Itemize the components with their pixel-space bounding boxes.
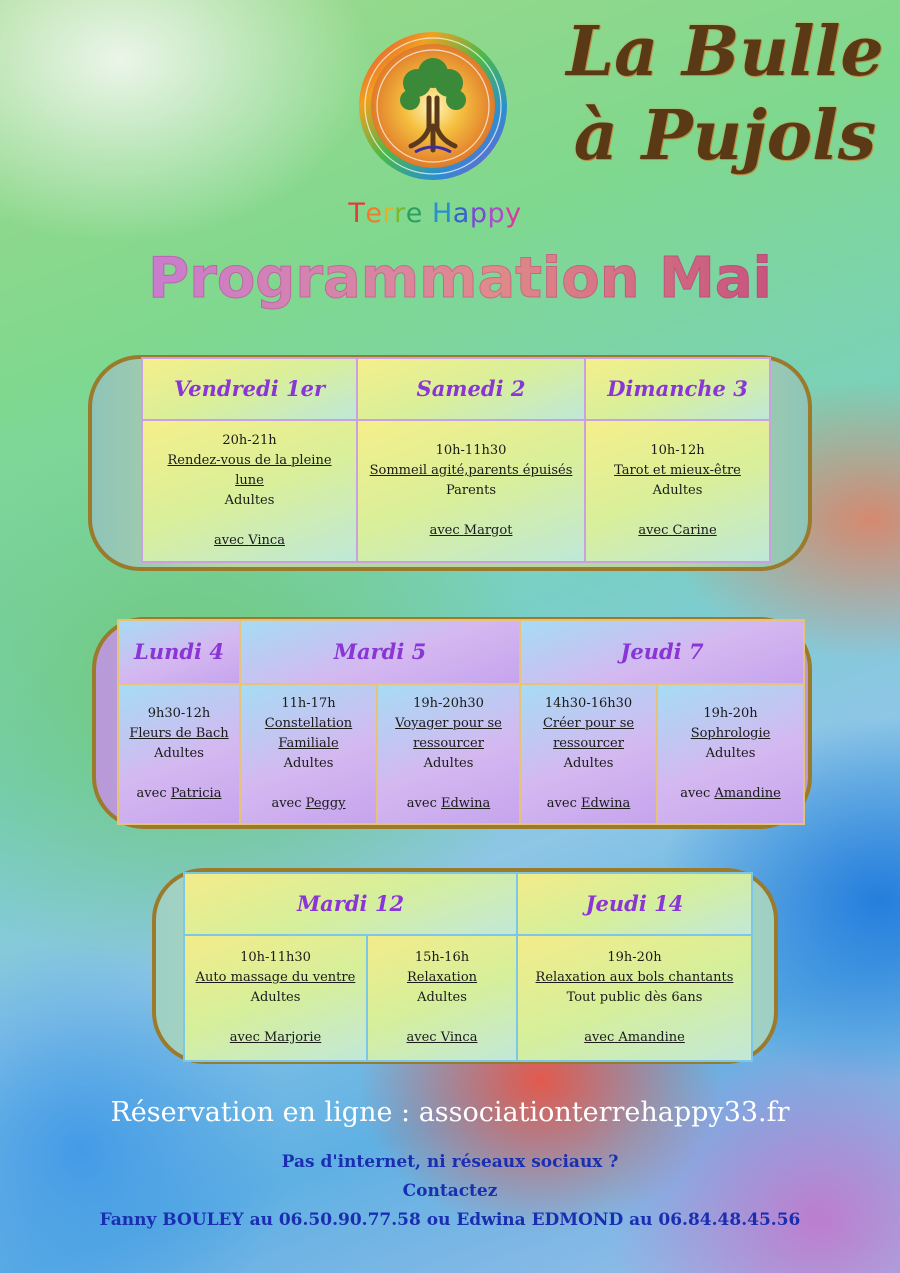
event-cell [377, 684, 520, 824]
tree-of-life-logo [355, 28, 511, 184]
event-cell [142, 420, 357, 562]
event-link[interactable]: Auto massage du ventre [195, 970, 356, 985]
event-host-line: avec Peggy [271, 796, 346, 811]
brand-letter: e [365, 198, 383, 229]
event-audience: Adultes [705, 746, 756, 761]
event-time: 19h-20h [607, 950, 662, 965]
host-link[interactable]: Edwina [581, 796, 631, 811]
event-cell [357, 420, 585, 562]
event-link[interactable]: Relaxation [406, 970, 478, 985]
event-time: 14h30-16h30 [544, 696, 633, 711]
event-link[interactable]: Tarot et mieux-être [614, 463, 741, 478]
event-audience: Parents [445, 483, 497, 498]
host-link[interactable]: Peggy [305, 796, 346, 811]
event-time: 15h-16h [414, 950, 470, 965]
event-time: 20h-21h [222, 433, 277, 448]
brand-letter: p [487, 198, 506, 229]
event-time: 11h-17h [281, 696, 336, 711]
event-cell [118, 684, 240, 824]
event-time: 19h-20h30 [413, 696, 484, 711]
contacts-line: Fanny BOULEY au 06.50.90.77.58 ou Edwina EDMOND au 06.84.48.45.56 [99, 1210, 801, 1230]
event-host-line[interactable]: avec Marjorie [229, 1030, 322, 1045]
event-time: 10h-11h30 [435, 443, 507, 458]
event-time: 10h-11h30 [240, 950, 311, 965]
day-header: Jeudi 14 [517, 873, 752, 935]
brand-letter: e [405, 198, 423, 229]
event-host-line: avec Amandine [680, 786, 781, 801]
event-audience: Adultes [154, 746, 204, 761]
event-time: 9h30-12h [147, 706, 211, 721]
event-link[interactable]: Rendez-vous de la pleine lune [167, 453, 332, 488]
event-host-line[interactable]: avec Carine [638, 523, 717, 538]
event-host-line: avec Patricia [136, 786, 222, 801]
day-header: Mardi 5 [240, 620, 520, 684]
event-cell [367, 935, 517, 1061]
event-audience: Tout public dès 6ans [566, 990, 703, 1005]
brand-letter: r [394, 198, 406, 229]
day-header: Mardi 12 [184, 873, 517, 935]
event-host-line[interactable]: avec Margot [429, 523, 513, 538]
event-link[interactable]: Sommeil agité,parents épuisés [369, 463, 573, 478]
venue-line-1: La Bulle [566, 12, 884, 92]
week3-table [183, 872, 753, 1062]
event-link[interactable]: Sophrologie [690, 726, 771, 741]
brand-letter: r [382, 198, 395, 229]
host-link[interactable]: Patricia [170, 786, 222, 801]
event-time: 10h-12h [650, 443, 705, 458]
event-audience: Adultes [417, 990, 467, 1005]
event-host-line: avec Edwina [406, 796, 491, 811]
event-audience: Adultes [423, 756, 474, 771]
event-link[interactable]: Créer pour se ressourcer [542, 716, 635, 751]
event-time: 19h-20h [703, 706, 758, 721]
event-cell [585, 420, 770, 562]
no-internet-text: Pas d'internet, ni réseaux sociaux ? [281, 1152, 619, 1172]
event-link[interactable]: Voyager pour se ressourcer [395, 716, 502, 751]
day-header: Vendredi 1er [142, 358, 357, 420]
day-header: Samedi 2 [357, 358, 585, 420]
brand-letter: H [431, 198, 453, 229]
brand-name [330, 198, 540, 229]
day-header: Lundi 4 [118, 620, 240, 684]
day-header: Jeudi 7 [520, 620, 804, 684]
event-cell [520, 684, 657, 824]
event-cell [657, 684, 804, 824]
event-cell [184, 935, 367, 1061]
event-host-line[interactable]: avec Amandine [584, 1030, 685, 1045]
host-link[interactable]: Amandine [714, 786, 781, 801]
host-link[interactable]: Edwina [441, 796, 491, 811]
event-host-line[interactable]: avec Vinca [406, 1030, 478, 1045]
brand-letter: y [505, 198, 522, 229]
event-audience: Adultes [283, 756, 334, 771]
venue-title [560, 10, 890, 178]
week1-table [141, 357, 771, 563]
event-audience: Adultes [250, 990, 301, 1005]
event-link[interactable]: Relaxation aux bols chantants [535, 970, 734, 985]
event-cell [240, 684, 377, 824]
event-link[interactable]: Constellation Familiale [264, 716, 353, 751]
brand-letter: T [348, 198, 366, 229]
event-audience: Adultes [563, 756, 614, 771]
contact-heading: Contactez [402, 1181, 498, 1201]
venue-line-2: à Pujols [573, 96, 877, 176]
brand-letter: p [469, 198, 488, 229]
page-title: Programmation Mai [100, 246, 820, 311]
event-link[interactable]: Fleurs de Bach [129, 726, 229, 741]
event-cell [517, 935, 752, 1061]
brand-letter [423, 198, 432, 229]
event-host-line[interactable]: avec Vinca [214, 533, 285, 548]
reservation-line[interactable]: Réservation en ligne : associationterrehappy33.fr [110, 1097, 790, 1128]
event-audience: Adultes [224, 493, 275, 508]
event-host-line: avec Edwina [546, 796, 631, 811]
brand-letter: a [452, 198, 470, 229]
week2-table [117, 619, 805, 825]
event-audience: Adultes [652, 483, 703, 498]
day-header: Dimanche 3 [585, 358, 770, 420]
